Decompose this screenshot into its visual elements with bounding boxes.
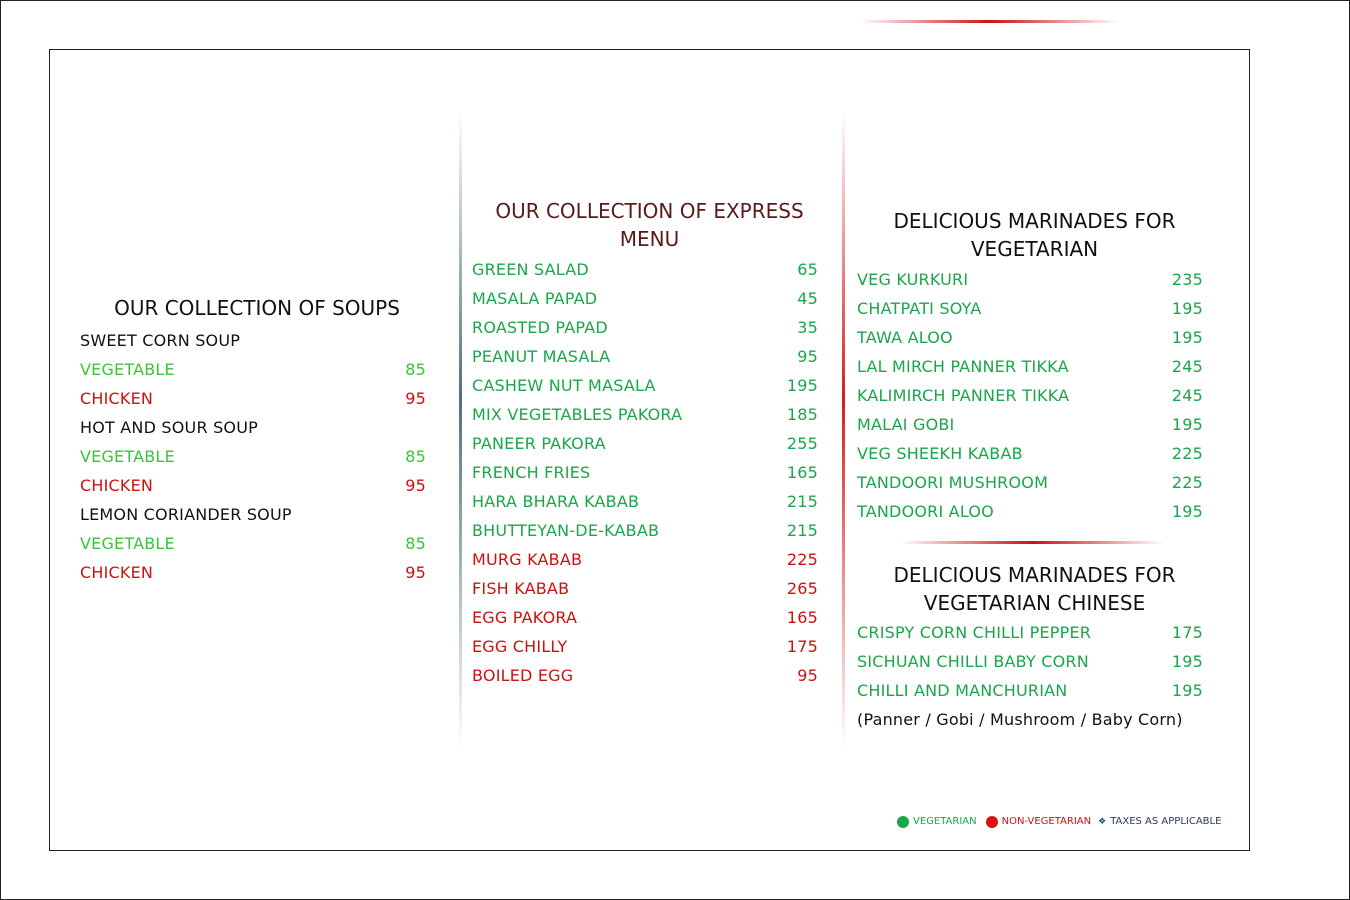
menu-item xyxy=(472,574,818,603)
menu-subheading xyxy=(80,326,426,355)
item-price: 215 xyxy=(786,521,818,540)
marinades-chinese-heading xyxy=(857,561,1212,617)
item-name: TAWA ALOO xyxy=(857,328,953,347)
menu-item xyxy=(80,529,426,558)
item-name: HARA BHARA KABAB xyxy=(472,492,640,511)
item-name: FISH KABAB xyxy=(472,579,570,598)
item-price: 225 xyxy=(786,550,818,569)
item-name: CRISPY CORN CHILLI PEPPER xyxy=(857,623,1092,642)
item-price: 45 xyxy=(797,289,818,308)
item-name: EGG PAKORA xyxy=(472,608,578,627)
menu-item xyxy=(857,676,1203,705)
menu-item xyxy=(857,265,1203,294)
item-name: VEG SHEEKH KABAB xyxy=(857,444,1023,463)
diamond-icon: ❖ xyxy=(1098,817,1107,827)
item-name: FRENCH FRIES xyxy=(472,463,591,482)
item-price: 35 xyxy=(797,318,818,337)
item-name: PANEER PAKORA xyxy=(472,434,606,453)
menu-item xyxy=(857,468,1203,497)
item-price: 165 xyxy=(786,608,818,627)
menu-item xyxy=(472,284,818,313)
item-price: 195 xyxy=(1171,652,1203,671)
menu-item xyxy=(857,647,1203,676)
menu-item xyxy=(857,294,1203,323)
item-name: BHUTTEYAN-DE-KABAB xyxy=(472,521,660,540)
item-name: LAL MIRCH PANNER TIKKA xyxy=(857,357,1069,376)
veg-dot-icon xyxy=(897,816,909,828)
soups-heading xyxy=(80,294,434,322)
menu-item xyxy=(472,603,818,632)
menu-item xyxy=(80,384,426,413)
menu-item xyxy=(857,410,1203,439)
item-price: 195 xyxy=(1171,502,1203,521)
soups-list xyxy=(80,326,426,587)
menu-item xyxy=(472,400,818,429)
marinades-veg-title-line-2: VEGETARIAN xyxy=(970,237,1099,261)
marinades-chinese-title-line-2: VEGETARIAN CHINESE xyxy=(923,591,1146,615)
menu-subheading xyxy=(80,413,426,442)
item-name: VEG KURKURI xyxy=(857,270,969,289)
menu-item xyxy=(80,355,426,384)
marinades-veg-heading xyxy=(857,207,1212,263)
menu-item xyxy=(857,618,1203,647)
item-name: VEGETABLE xyxy=(80,447,175,466)
menu-item xyxy=(472,487,818,516)
item-price: 195 xyxy=(1171,681,1203,700)
item-price: 175 xyxy=(1171,623,1203,642)
chinese-variants-note: (Panner / Gobi / Mushroom / Baby Corn) xyxy=(857,710,1183,729)
marinades-chinese-title-line-1: DELICIOUS MARINADES FOR xyxy=(893,563,1176,587)
item-name: VEGETABLE xyxy=(80,534,175,553)
item-price: 185 xyxy=(786,405,818,424)
express-title-line-1: OUR COLLECTION OF EXPRESS xyxy=(495,199,804,223)
item-price: 95 xyxy=(797,347,818,366)
menu-item xyxy=(857,497,1203,526)
menu-item xyxy=(80,471,426,500)
item-name: KALIMIRCH PANNER TIKKA xyxy=(857,386,1070,405)
item-price: 85 xyxy=(405,534,426,553)
item-price: 235 xyxy=(1171,270,1203,289)
nonveg-dot-icon xyxy=(986,816,998,828)
column-divider-right xyxy=(842,110,845,750)
menu-item xyxy=(857,323,1203,352)
soups-title: OUR COLLECTION OF SOUPS xyxy=(114,296,400,320)
menu-item xyxy=(472,632,818,661)
item-price: 265 xyxy=(786,579,818,598)
item-price: 65 xyxy=(797,260,818,279)
item-name: HOT AND SOUR SOUP xyxy=(80,418,258,437)
menu-item xyxy=(857,439,1203,468)
menu-item xyxy=(472,342,818,371)
item-name: CHICKEN xyxy=(80,389,154,408)
menu-item xyxy=(472,255,818,284)
item-name: ROASTED PAPAD xyxy=(472,318,608,337)
menu-item xyxy=(472,545,818,574)
menu-item xyxy=(472,313,818,342)
item-name: CHICKEN xyxy=(80,476,154,495)
marinades-chinese-list xyxy=(857,618,1203,705)
marinades-veg-title-line-1: DELICIOUS MARINADES FOR xyxy=(893,209,1176,233)
item-price: 165 xyxy=(786,463,818,482)
menu-item xyxy=(857,352,1203,381)
item-price: 215 xyxy=(786,492,818,511)
item-price: 95 xyxy=(405,563,426,582)
column-divider-left xyxy=(459,110,462,750)
item-price: 245 xyxy=(1171,357,1203,376)
top-accent-line xyxy=(860,20,1120,23)
item-name: LEMON CORIANDER SOUP xyxy=(80,505,292,524)
marinades-veg-list xyxy=(857,265,1203,526)
item-name: CASHEW NUT MASALA xyxy=(472,376,656,395)
express-heading xyxy=(472,197,827,253)
menu-item xyxy=(472,371,818,400)
item-price: 195 xyxy=(1171,415,1203,434)
legend-veg-label: VEGETARIAN xyxy=(913,816,977,827)
item-price: 225 xyxy=(1171,444,1203,463)
item-name: GREEN SALAD xyxy=(472,260,589,279)
item-name: MALAI GOBI xyxy=(857,415,955,434)
menu-item xyxy=(857,381,1203,410)
item-price: 225 xyxy=(1171,473,1203,492)
item-name: CHILLI AND MANCHURIAN xyxy=(857,681,1068,700)
section-separator xyxy=(900,541,1165,544)
item-price: 195 xyxy=(786,376,818,395)
item-name: VEGETABLE xyxy=(80,360,175,379)
item-price: 95 xyxy=(405,476,426,495)
item-name: PEANUT MASALA xyxy=(472,347,611,366)
item-price: 95 xyxy=(797,666,818,685)
menu-item xyxy=(472,516,818,545)
item-name: MURG KABAB xyxy=(472,550,583,569)
item-price: 195 xyxy=(1171,299,1203,318)
item-name: CHATPATI SOYA xyxy=(857,299,982,318)
item-name: TANDOORI ALOO xyxy=(857,502,994,521)
item-name: MASALA PAPAD xyxy=(472,289,598,308)
item-name: SWEET CORN SOUP xyxy=(80,331,241,350)
item-price: 95 xyxy=(405,389,426,408)
legend-nonveg-label: NON-VEGETARIAN xyxy=(1001,816,1092,827)
item-price: 175 xyxy=(786,637,818,656)
legend xyxy=(897,815,1221,829)
express-list xyxy=(472,255,818,690)
menu-item xyxy=(472,458,818,487)
express-title-line-2: MENU xyxy=(619,227,680,251)
item-price: 85 xyxy=(405,447,426,466)
menu-item xyxy=(472,661,818,690)
item-price: 85 xyxy=(405,360,426,379)
menu-item xyxy=(80,442,426,471)
item-name: EGG CHILLY xyxy=(472,637,568,656)
item-price: 255 xyxy=(786,434,818,453)
menu-item xyxy=(80,558,426,587)
item-name: SICHUAN CHILLI BABY CORN xyxy=(857,652,1089,671)
legend-tax-label: TAXES AS APPLICABLE xyxy=(1110,816,1222,827)
menu-subheading xyxy=(80,500,426,529)
menu-item xyxy=(472,429,818,458)
item-name: MIX VEGETABLES PAKORA xyxy=(472,405,683,424)
item-price: 245 xyxy=(1171,386,1203,405)
item-name: TANDOORI MUSHROOM xyxy=(857,473,1049,492)
item-name: CHICKEN xyxy=(80,563,154,582)
item-name: BOILED EGG xyxy=(472,666,574,685)
item-price: 195 xyxy=(1171,328,1203,347)
